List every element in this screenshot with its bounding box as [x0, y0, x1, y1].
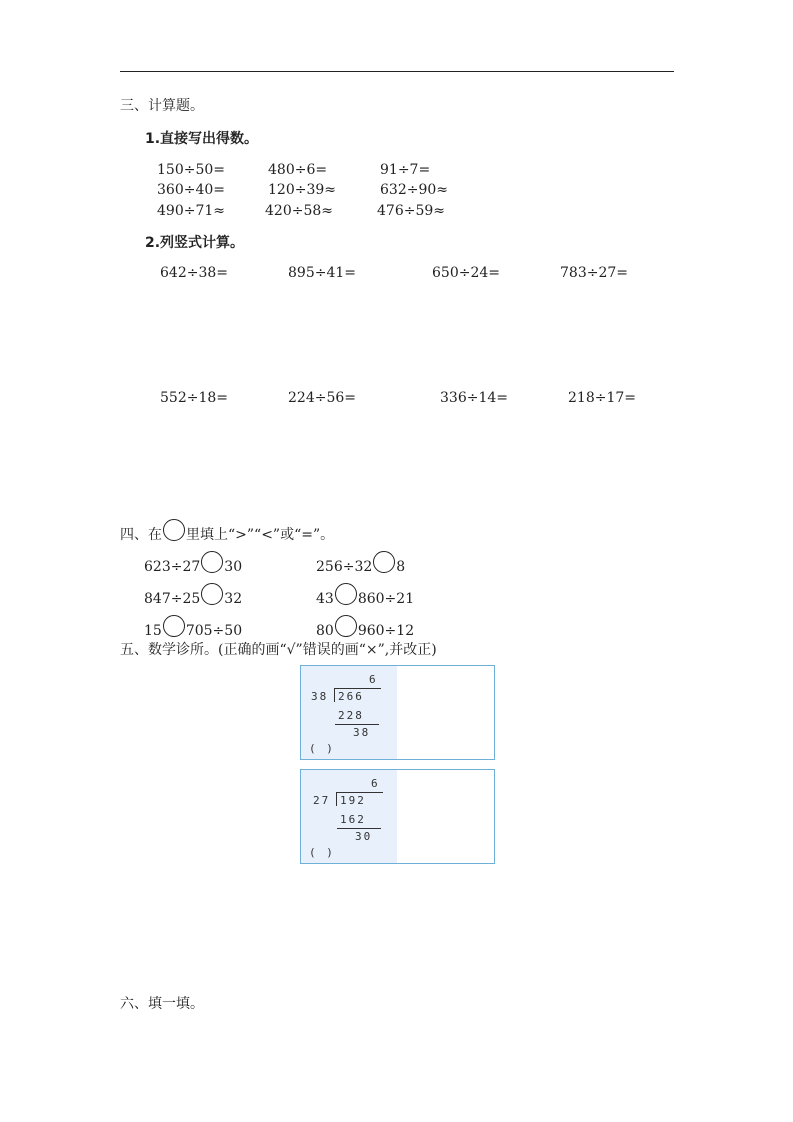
vertical-item: 552÷18=: [160, 390, 228, 406]
oral-item: 480÷6=: [268, 162, 328, 178]
diagnosis-box-2: [300, 769, 495, 864]
oral-item: 91÷7=: [380, 162, 431, 178]
compare-right: 860÷21: [357, 591, 415, 607]
quotient: 6: [371, 777, 380, 790]
section5-title: 五、数学诊所。(正确的画“√”错误的画“×”,并改正): [120, 642, 437, 658]
vertical-item: 224÷56=: [288, 390, 356, 406]
answer-circle[interactable]: [201, 551, 223, 573]
answer-paren[interactable]: ( ): [309, 742, 335, 755]
compare-left: 80: [316, 623, 334, 639]
answer-circle[interactable]: [163, 615, 185, 637]
dividend: 192: [340, 794, 366, 807]
section6-title: 六、填一填。: [120, 996, 204, 1012]
vertical-item: 783÷27=: [560, 265, 628, 281]
quotient: 6: [369, 673, 378, 686]
compare-left: 623÷27: [144, 559, 201, 575]
vertical-item: 642÷38=: [160, 265, 228, 281]
remainder: 38: [353, 726, 371, 739]
compare-left: 256÷32: [316, 559, 373, 575]
section3-sub1: 1.直接写出得数。: [145, 131, 259, 147]
compare-right: 32: [224, 591, 243, 607]
divisor: 27: [313, 794, 331, 807]
diagnosis-box-1: [300, 665, 495, 760]
oral-item: 490÷71≈: [157, 203, 225, 219]
compare-item: [144, 588, 242, 610]
answer-circle[interactable]: [201, 583, 223, 605]
oral-item: 420÷58≈: [265, 203, 333, 219]
compare-item: [144, 620, 242, 642]
compare-right: 30: [224, 559, 243, 575]
vertical-item: 336÷14=: [440, 390, 508, 406]
product: 162: [340, 813, 366, 826]
answer-circle[interactable]: [335, 615, 357, 637]
vertical-item: 895÷41=: [288, 265, 356, 281]
header-rule: [120, 71, 674, 72]
compare-right: 8: [396, 559, 406, 575]
compare-right: 960÷12: [357, 623, 415, 639]
division-bracket: [336, 792, 337, 806]
oral-item: 476÷59≈: [377, 203, 445, 219]
oral-item: 120÷39≈: [268, 182, 336, 198]
section3-sub2: 2.列竖式计算。: [145, 235, 245, 251]
compare-item: [144, 556, 242, 578]
answer-circle[interactable]: [335, 583, 357, 605]
vertical-item: 218÷17=: [568, 390, 636, 406]
remainder: 30: [355, 830, 373, 843]
oral-item: 150÷50=: [157, 162, 225, 178]
dividend: 266: [338, 690, 364, 703]
section4-title: [120, 524, 334, 546]
answer-circle[interactable]: [373, 551, 395, 573]
section4-title-suffix: 里填上“>”“<”或“=”。: [186, 527, 335, 543]
compare-left: 43: [316, 591, 334, 607]
oral-item: 360÷40=: [157, 182, 225, 198]
division-bracket: [334, 688, 335, 702]
answer-paren[interactable]: ( ): [309, 846, 335, 859]
compare-left: 847÷25: [144, 591, 201, 607]
compare-item: [316, 620, 414, 642]
compare-left: 15: [144, 623, 162, 639]
section4-title-prefix: 四、在: [120, 527, 162, 543]
blank-circle-icon: [163, 519, 185, 541]
compare-item: [316, 588, 414, 610]
compare-item: [316, 556, 405, 578]
section3-title: 三、计算题。: [120, 98, 204, 114]
product: 228: [338, 709, 364, 722]
vertical-item: 650÷24=: [432, 265, 500, 281]
divisor: 38: [311, 690, 329, 703]
oral-item: 632÷90≈: [380, 182, 448, 198]
compare-right: 705÷50: [185, 623, 243, 639]
